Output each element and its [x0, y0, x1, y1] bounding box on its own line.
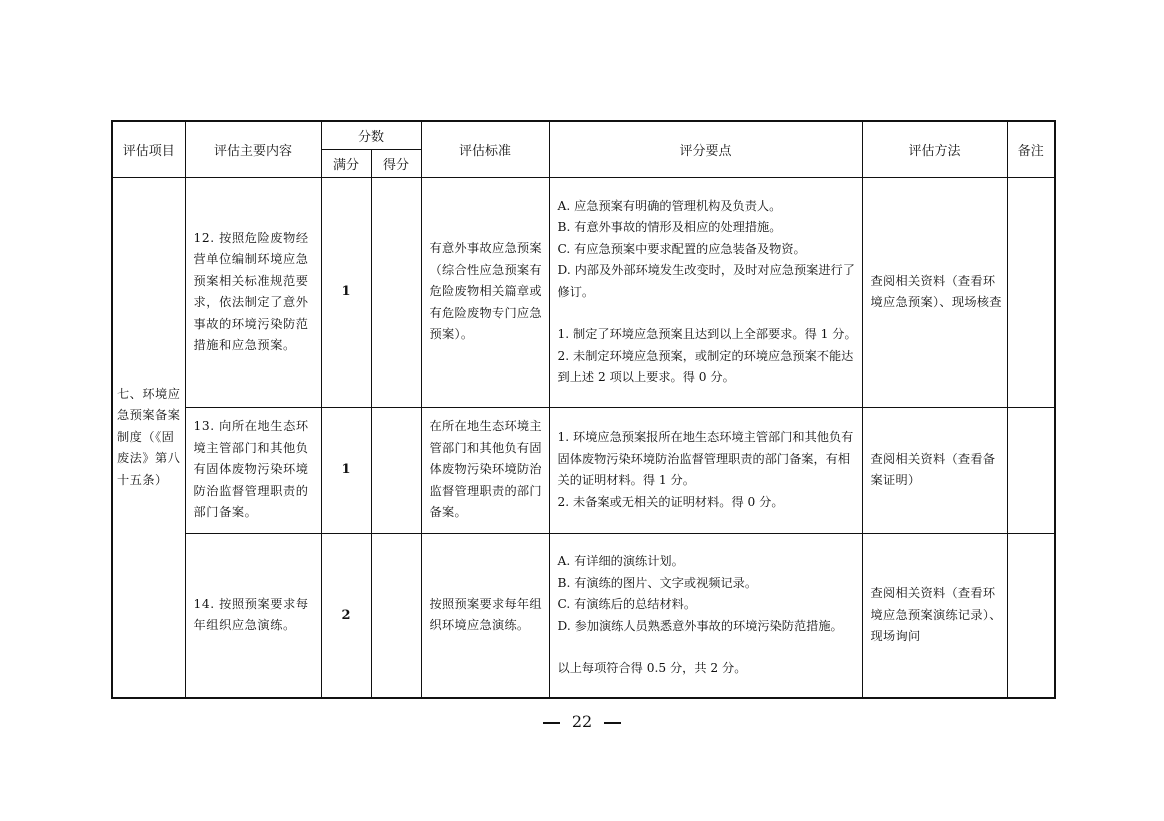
point-line: 2. 未备案或无相关的证明材料。得 0 分。	[557, 494, 784, 509]
got-score-input[interactable]	[371, 407, 421, 533]
point-line: 1. 环境应急预案报所在地生态环境主管部门和其他负有固体废物污染环境防治监督管理职责的部门备案，有相关的证明材料。得 1 分。	[557, 430, 854, 487]
header-method: 评估方法	[862, 121, 1007, 177]
content-cell	[185, 533, 321, 698]
points-cell	[549, 177, 862, 407]
point-line: B. 有意外事故的情形及相应的处理措施。	[557, 220, 782, 234]
method-cell	[862, 533, 1007, 698]
point-line: A. 有详细的演练计划。	[557, 554, 684, 568]
remark-cell[interactable]	[1007, 533, 1055, 698]
full-score-cell: 1	[321, 407, 371, 533]
method-text: 查阅相关资料（查看环境应急预案演练记录）、现场询问	[870, 586, 1002, 643]
point-line: C. 有演练后的总结材料。	[557, 597, 697, 611]
page-number: 22	[571, 712, 593, 731]
standard-text: 有意外事故应急预案（综合性应急预案有危险废物相关篇章或有危险废物专门应急预案）。	[429, 241, 542, 342]
standard-cell	[421, 533, 549, 698]
point-line: B. 有演练的图片、文字或视频记录。	[557, 575, 758, 590]
point-line: 1. 制定了环境应急预案且达到以上全部要求。得 1 分。	[557, 327, 857, 341]
content-text: 13. 向所在地生态环境主管部门和其他负有固体废物污染环境防治监督管理职责的部门备案。	[193, 419, 309, 520]
dash-left	[543, 722, 560, 724]
page-footer	[0, 712, 1164, 731]
remark-cell[interactable]	[1007, 407, 1055, 533]
dash-right	[604, 722, 621, 724]
point-line: 以上每项符合得 0.5 分，共 2 分。	[557, 661, 747, 675]
section-label: 七、环境应急预案备案制度（《固废法》第八十五条）	[117, 386, 181, 487]
method-text: 查阅相关资料（查看备案证明）	[870, 451, 996, 487]
point-line: D. 参加演练人员熟悉意外事故的环境污染防范措施。	[557, 618, 843, 633]
header-content: 评估主要内容	[185, 121, 321, 177]
points-cell	[549, 533, 862, 698]
point-line: D. 内部及外部环境发生改变时，及时对应急预案进行了修订。	[557, 263, 855, 299]
point-line: 2. 未制定环境应急预案，或制定的环境应急预案不能达到上述 2 项以上要求。得 0 分。	[557, 348, 854, 384]
remark-cell[interactable]	[1007, 177, 1055, 407]
header-score-group: 分数	[321, 121, 421, 149]
got-score-input[interactable]	[371, 177, 421, 407]
method-text: 查阅相关资料（查看环境应急预案）、现场核查	[870, 273, 1002, 309]
method-cell	[862, 177, 1007, 407]
evaluation-table	[111, 120, 1056, 699]
section-label-cell	[112, 177, 185, 698]
header-standard: 评估标准	[421, 121, 549, 177]
method-cell	[862, 407, 1007, 533]
content-cell	[185, 177, 321, 407]
standard-text: 在所在地生态环境主管部门和其他负有固体废物污染环境防治监督管理职责的部门备案。	[429, 419, 542, 520]
table-row	[112, 177, 1055, 407]
header-points: 评分要点	[549, 121, 862, 177]
header-item: 评估项目	[112, 121, 185, 177]
table-row	[112, 407, 1055, 533]
content-text: 12. 按照危险废物经营单位编制环境应急预案相关标准规范要求，依法制定了意外事故的环境污染防范措施和应急预案。	[193, 230, 309, 352]
point-line: A. 应急预案有明确的管理机构及负责人。	[557, 198, 782, 213]
standard-cell	[421, 407, 549, 533]
table-row	[112, 533, 1055, 698]
content-text: 14. 按照预案要求每年组织应急演练。	[193, 596, 309, 633]
content-cell	[185, 407, 321, 533]
header-full-score: 满分	[321, 149, 371, 177]
point-line: C. 有应急预案中要求配置的应急装备及物资。	[557, 241, 806, 256]
standard-cell	[421, 177, 549, 407]
header-got-score: 得分	[371, 149, 421, 177]
full-score-cell: 1	[321, 177, 371, 407]
got-score-input[interactable]	[371, 533, 421, 698]
full-score-cell: 2	[321, 533, 371, 698]
standard-text: 按照预案要求每年组织环境应急演练。	[429, 596, 542, 633]
header-remark: 备注	[1007, 121, 1055, 177]
points-cell	[549, 407, 862, 533]
